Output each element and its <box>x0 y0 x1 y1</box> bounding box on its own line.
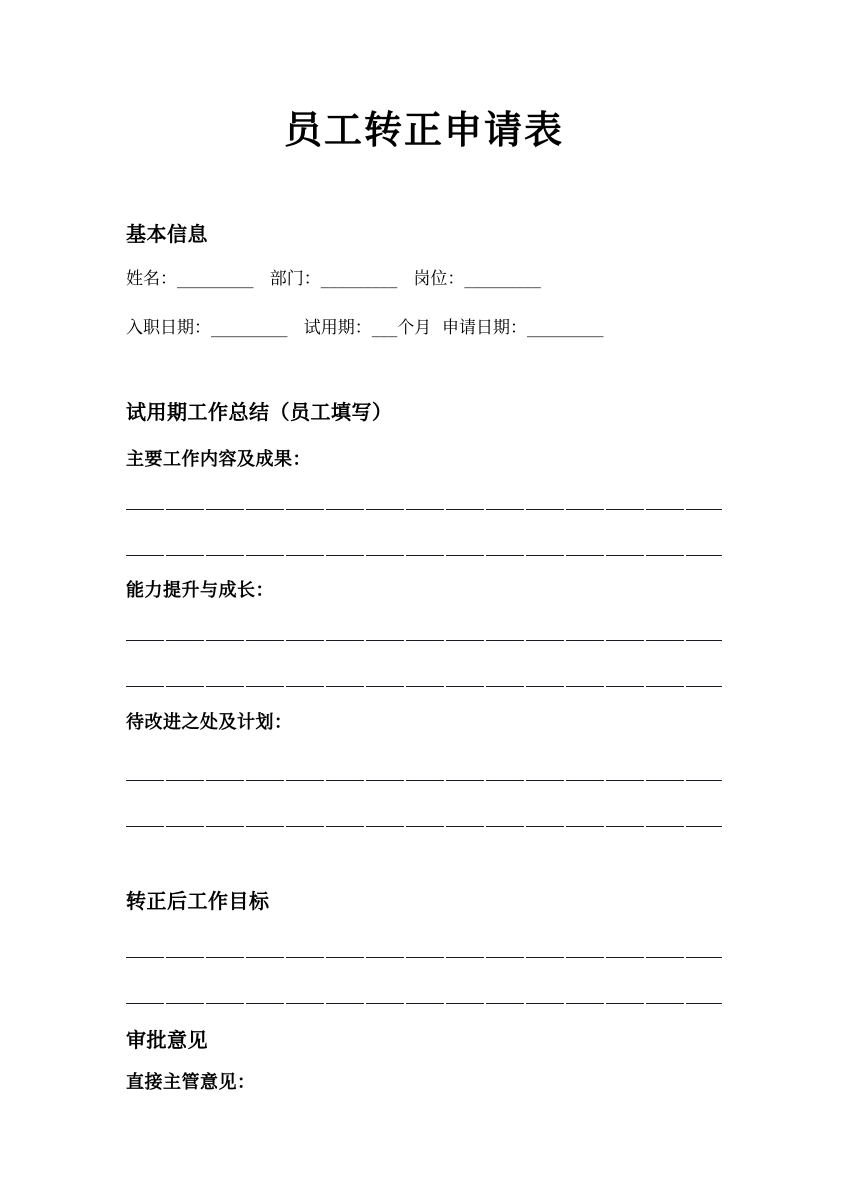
write-line-improvement-plan-2[interactable] <box>126 826 722 827</box>
section-heading-basic-info: 基本信息 <box>126 222 208 246</box>
sub-heading-direct-supervisor-opinion: 直接主管意见： <box>126 1072 256 1093</box>
write-line-main-work-2[interactable] <box>126 555 722 556</box>
sub-heading-capability-growth: 能力提升与成长： <box>126 580 274 601</box>
sub-heading-improvement-plan: 待改进之处及计划： <box>126 712 293 733</box>
write-line-improvement-plan-1[interactable] <box>126 780 722 781</box>
write-line-goals-1[interactable] <box>126 957 722 958</box>
write-line-goals-2[interactable] <box>126 1003 722 1004</box>
basic-info-row-name-dept-position[interactable]: 姓名：_________ 部门：_________ 岗位：_________ <box>126 269 541 289</box>
sub-heading-main-work-content: 主要工作内容及成果： <box>126 449 311 470</box>
basic-info-row-dates-probation[interactable]: 入职日期：_________ 试用期：___个月 申请日期：_________ <box>126 318 604 338</box>
write-line-main-work-1[interactable] <box>126 509 722 510</box>
section-heading-post-regularization-goals: 转正后工作目标 <box>126 889 270 913</box>
section-heading-probation-summary: 试用期工作总结（员工填写） <box>126 400 393 424</box>
page-title: 员工转正申请表 <box>283 107 564 152</box>
write-line-capability-growth-1[interactable] <box>126 640 722 641</box>
write-line-capability-growth-2[interactable] <box>126 686 722 687</box>
section-heading-approval: 审批意见 <box>126 1028 208 1052</box>
